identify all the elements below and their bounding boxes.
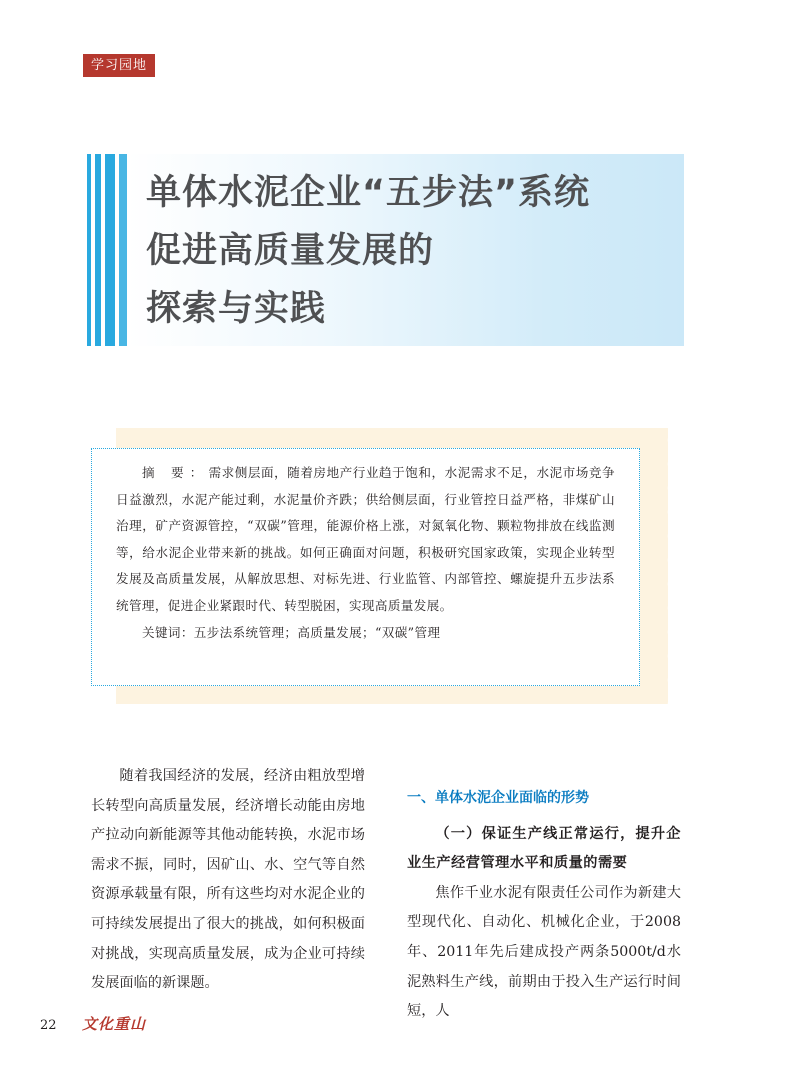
accent-bar: [87, 154, 91, 346]
intro-paragraph: 随着我国经济的发展，经济由粗放型增长转型向高质量发展，经济增长动能由房地产拉动向新能源等其他动能转换，水泥市场需求不振，同时，因矿山、水、空气等自然资源承载量有限，所有这些均对水泥企业的可持续发展提出了很大的挑战，如何积极面对挑战，实现高质量发展，成为企业可持续发展面临的新课题。: [91, 768, 365, 992]
abstract-body: 需求侧层面，随着房地产行业趋于饱和，水泥需求不足，水泥市场竞争日益激烈，水泥产能过剩，水泥量价齐跌；供给侧层面，行业管控日益严格，非煤矿山治理，矿产资源管控，“双碳”管理，能源价格上涨，对氮氧化物、颗粒物排放在线监测等，给水泥企业带来新的挑战。如何正确面对问题，积极研究国家政策，实现企业转型发展及高质量发展，从解放思想、对标先进、行业监管、内部管控、螺旋提升五步法系统管理，促进企业紧跟时代、转型脱困，实现高质量发展。: [116, 465, 615, 613]
abstract-label: 摘 要：: [142, 465, 209, 480]
title-line-1: 单体水泥企业“五步法”系统: [146, 173, 591, 213]
accent-bar: [105, 154, 115, 346]
page-number: 22: [40, 1018, 57, 1033]
section-tag: 学习园地: [83, 54, 155, 77]
right-column: [407, 784, 681, 1027]
magazine-logo: 文化重山: [82, 1015, 147, 1033]
keywords-line: [142, 620, 615, 647]
keywords-text: 五步法系统管理；高质量发展；“双碳”管理: [193, 624, 441, 640]
title-accent-bars: [87, 154, 127, 346]
abstract-paragraph: [116, 460, 615, 620]
title-line-3: 探索与实践: [146, 289, 327, 329]
left-column: [91, 762, 365, 999]
title-line-2: 促进高质量发展的: [146, 231, 435, 271]
abstract-scallop-edge: [652, 428, 676, 704]
keywords-label: 关键词：: [142, 624, 194, 640]
body-paragraph: 焦作千业水泥有限责任公司作为新建大型现代化、自动化、机械化企业，于2008年、2011年先后建成投产两条5000t/d水泥熟料生产线，前期由于投入生产运行时间短，人: [407, 884, 681, 1020]
abstract-box: [91, 448, 640, 686]
article-title: [146, 164, 706, 338]
section-heading: 一、单体水泥企业面临的形势: [407, 790, 589, 806]
accent-bar: [95, 154, 101, 346]
accent-bar: [119, 154, 127, 346]
subsection-heading: （一）保证生产线正常运行，提升企业生产经营管理水平和质量的需要: [407, 825, 681, 872]
